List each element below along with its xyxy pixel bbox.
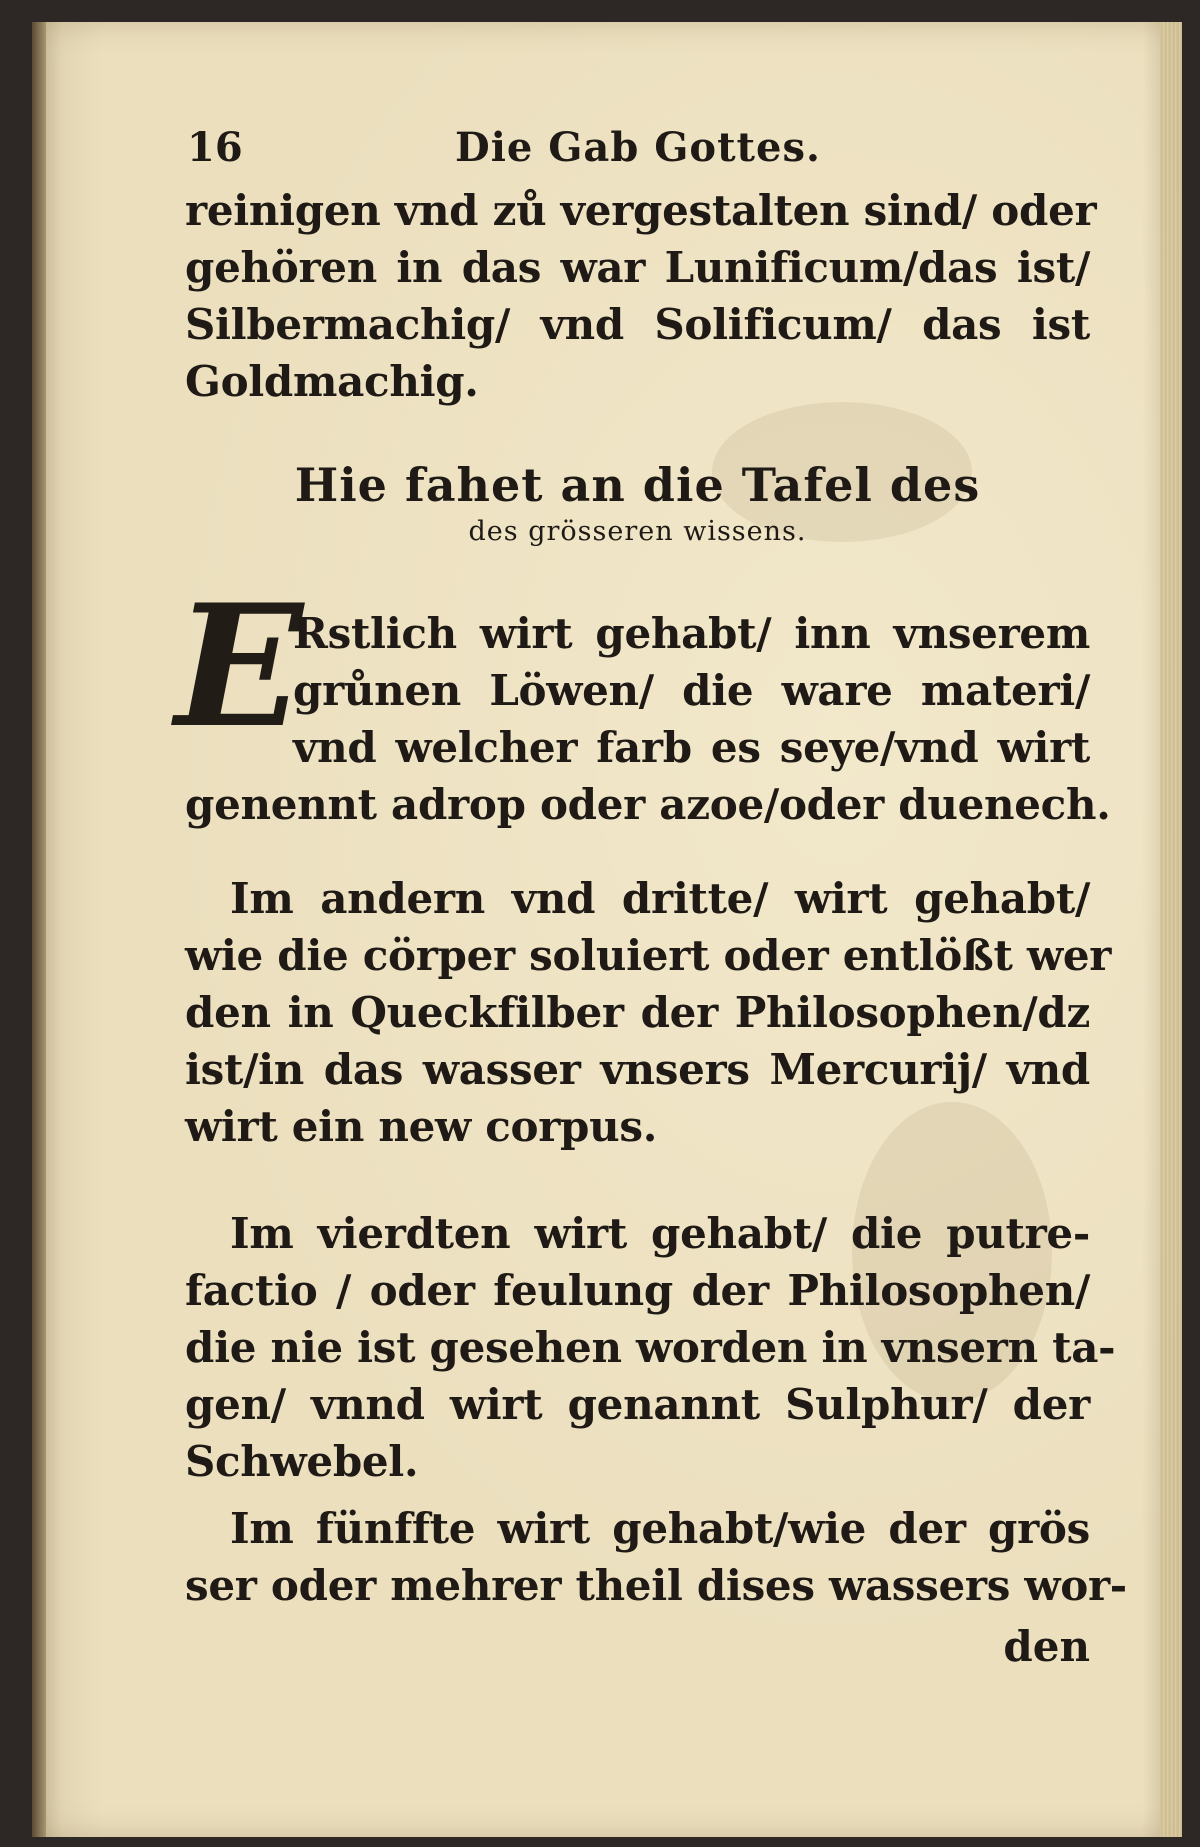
text-line: gen/ vnnd wirt genannt Sulphur/ der	[185, 1380, 1090, 1429]
text-line: vnd welcher farb es seye/vnd wirt	[293, 723, 1090, 772]
heading-sub: des grösseren wissens.	[468, 516, 807, 547]
paragraph-3	[185, 870, 1112, 1155]
text-line: die nie ist gesehen worden in vnsern ta-	[185, 1323, 1116, 1372]
paragraph-2-full	[185, 776, 1111, 833]
text-line: Im vierdten wirt gehabt/ die putre-	[230, 1209, 1090, 1258]
text-line: wirt ein new corpus.	[185, 1102, 658, 1151]
text-line: ser oder mehrer theil dises wassers wor-	[185, 1561, 1127, 1610]
text-line: wie die cörper soluiert oder entlößt wer	[185, 931, 1112, 980]
page-number: 16	[187, 124, 243, 171]
text-line: Im fünffte wirt gehabt/wie der grös	[230, 1504, 1090, 1553]
running-title: Die Gab Gottes.	[455, 124, 821, 171]
text-line: Rstlich wirt gehabt/ inn vnserem	[293, 609, 1090, 658]
text-line: Im andern vnd dritte/ wirt gehabt/	[230, 874, 1090, 923]
section-heading	[185, 455, 1090, 549]
text-line: Silbermachig/ vnd Solificum/ das ist	[185, 300, 1090, 349]
text-line: grůnen Löwen/ die ware materi/	[293, 666, 1090, 715]
text-line: den in Queckfilber der Philosophen/dz	[185, 988, 1090, 1037]
paragraph-4	[185, 1205, 1116, 1490]
paragraph-2-indented	[293, 605, 1090, 776]
paragraph-1	[185, 182, 1097, 410]
paragraph-5	[185, 1500, 1127, 1614]
text-line: gehören in das war Lunificum/das ist/	[185, 243, 1090, 292]
text-line: Schwebel.	[185, 1437, 419, 1486]
page-fore-edge	[1160, 22, 1182, 1837]
initial-letter: E	[175, 567, 304, 765]
heading-main: Hie fahet an die Tafel des	[294, 458, 981, 512]
text-line: ist/in das wasser vnsers Mercurij/ vnd	[185, 1045, 1090, 1094]
text-line: factio / oder feulung der Philosophen/	[185, 1266, 1090, 1315]
running-head	[185, 120, 1090, 180]
catchword: den	[1003, 1622, 1090, 1671]
text-block	[175, 120, 1127, 1671]
page-gutter	[32, 22, 46, 1837]
text-line: reinigen vnd zů vergestalten sind/ oder	[185, 186, 1097, 235]
decorated-initial	[175, 567, 304, 765]
text-line: Goldmachig.	[185, 357, 479, 406]
text-line: genennt adrop oder azoe/oder duenech.	[185, 780, 1111, 829]
